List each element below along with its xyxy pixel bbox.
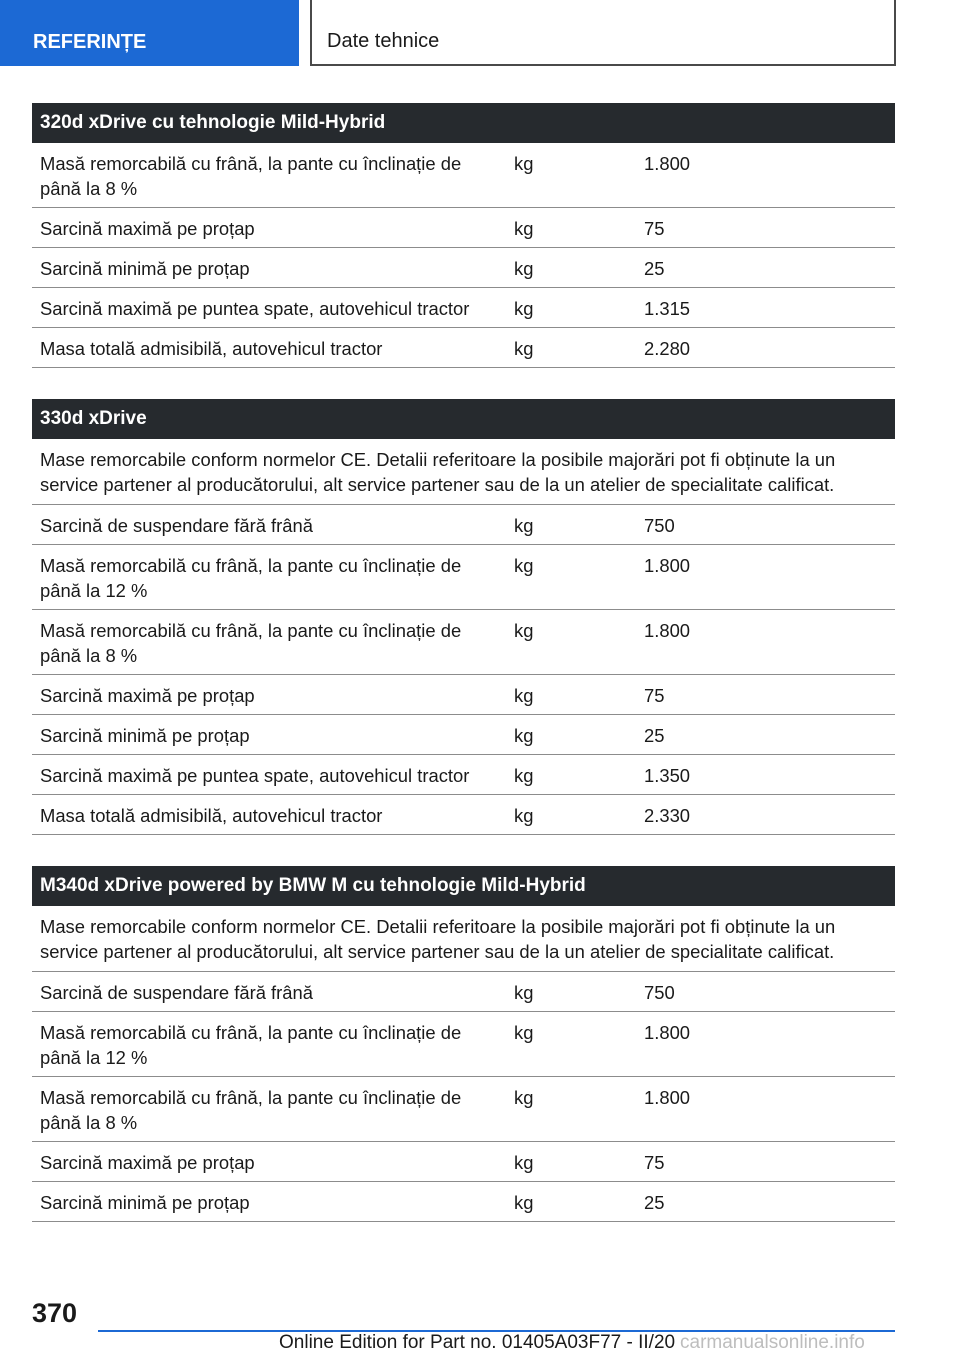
table-row <box>32 208 895 248</box>
table-row <box>32 505 895 545</box>
row-unit: kg <box>514 298 534 319</box>
row-unit: kg <box>514 515 534 536</box>
row-label: Masă remorcabilă cu frână, la pante cu înclinație de până la 8 % <box>40 1087 462 1133</box>
row-value: 1.315 <box>644 298 691 319</box>
row-label: Sarcină minimă pe proțap <box>40 725 250 746</box>
table-row <box>32 795 895 835</box>
row-unit: kg <box>514 725 534 746</box>
row-label: Sarcină de suspendare fără frână <box>40 982 313 1003</box>
row-value: 2.280 <box>644 338 691 359</box>
row-value: 750 <box>644 982 675 1003</box>
block-note: Mase remorcabile conform normelor CE. Detalii referitoare la posibile majorări pot fi obținute la un service partener al producătorului, alt service partener sau de la un atelier de specialitate calificat. <box>32 439 895 505</box>
block-title: 330d xDrive <box>32 399 895 439</box>
table-row <box>32 972 895 1012</box>
row-label: Masa totală admisibilă, autovehicul tractor <box>40 338 383 359</box>
row-value: 75 <box>644 685 665 706</box>
row-label: Masă remorcabilă cu frână, la pante cu înclinație de până la 12 % <box>40 555 462 601</box>
page-header <box>0 0 960 66</box>
row-value: 1.800 <box>644 555 691 576</box>
row-unit: kg <box>514 1152 534 1173</box>
row-value: 75 <box>644 218 665 239</box>
row-value: 25 <box>644 725 665 746</box>
row-unit: kg <box>514 805 534 826</box>
edition-text: Online Edition for Part no. 01405A03F77 - II/20 <box>279 1332 676 1353</box>
row-value: 1.800 <box>644 153 691 174</box>
row-value: 750 <box>644 515 675 536</box>
row-unit: kg <box>514 258 534 279</box>
watermark: carmanualsonline.info <box>680 1332 865 1353</box>
table-row <box>32 1182 895 1222</box>
block-title: M340d xDrive powered by BMW M cu tehnologie Mild-Hybrid <box>32 866 895 906</box>
table-row <box>32 1012 895 1077</box>
row-unit: kg <box>514 982 534 1003</box>
table-row <box>32 610 895 675</box>
table-row <box>32 288 895 328</box>
row-label: Sarcină de suspendare fără frână <box>40 515 313 536</box>
spec-block <box>32 399 895 835</box>
row-unit: kg <box>514 1192 534 1213</box>
row-value: 1.800 <box>644 620 691 641</box>
row-unit: kg <box>514 1022 534 1043</box>
row-unit: kg <box>514 685 534 706</box>
row-unit: kg <box>514 1087 534 1108</box>
table-row <box>32 675 895 715</box>
row-value: 75 <box>644 1152 665 1173</box>
row-unit: kg <box>514 218 534 239</box>
section-tab[interactable]: REFERINȚE <box>0 0 299 66</box>
row-unit: kg <box>514 555 534 576</box>
block-note: Mase remorcabile conform normelor CE. Detalii referitoare la posibile majorări pot fi obținute la un service partener al producătorului, alt service partener sau de la un atelier de specialitate calificat. <box>32 906 895 972</box>
spec-block <box>32 103 895 368</box>
table-row <box>32 545 895 610</box>
table-row <box>32 143 895 208</box>
page-title-tab[interactable]: Date tehnice <box>310 0 896 66</box>
table-row <box>32 715 895 755</box>
spec-tables <box>32 103 895 1253</box>
row-label: Masă remorcabilă cu frână, la pante cu înclinație de până la 8 % <box>40 620 462 666</box>
row-unit: kg <box>514 338 534 359</box>
row-unit: kg <box>514 153 534 174</box>
row-value: 1.800 <box>644 1087 691 1108</box>
row-value: 2.330 <box>644 805 691 826</box>
row-value: 25 <box>644 258 665 279</box>
table-row <box>32 328 895 368</box>
row-value: 1.800 <box>644 1022 691 1043</box>
page-number: 370 <box>32 1298 78 1328</box>
row-label: Masa totală admisibilă, autovehicul tractor <box>40 805 383 826</box>
row-value: 1.350 <box>644 765 691 786</box>
table-row <box>32 1142 895 1182</box>
row-unit: kg <box>514 620 534 641</box>
table-row <box>32 755 895 795</box>
row-label: Sarcină maximă pe proțap <box>40 218 255 239</box>
row-label: Sarcină minimă pe proțap <box>40 1192 250 1213</box>
row-label: Sarcină maximă pe proțap <box>40 1152 255 1173</box>
row-label: Masă remorcabilă cu frână, la pante cu înclinație de până la 8 % <box>40 153 462 199</box>
spec-block <box>32 866 895 1222</box>
row-label: Masă remorcabilă cu frână, la pante cu înclinație de până la 12 % <box>40 1022 462 1068</box>
row-unit: kg <box>514 765 534 786</box>
table-row <box>32 248 895 288</box>
block-title: 320d xDrive cu tehnologie Mild-Hybrid <box>32 103 895 143</box>
row-value: 25 <box>644 1192 665 1213</box>
row-label: Sarcină maximă pe puntea spate, autovehicul tractor <box>40 765 470 786</box>
row-label: Sarcină minimă pe proțap <box>40 258 250 279</box>
row-label: Sarcină maximă pe puntea spate, autovehicul tractor <box>40 298 470 319</box>
table-row <box>32 1077 895 1142</box>
row-label: Sarcină maximă pe proțap <box>40 685 255 706</box>
